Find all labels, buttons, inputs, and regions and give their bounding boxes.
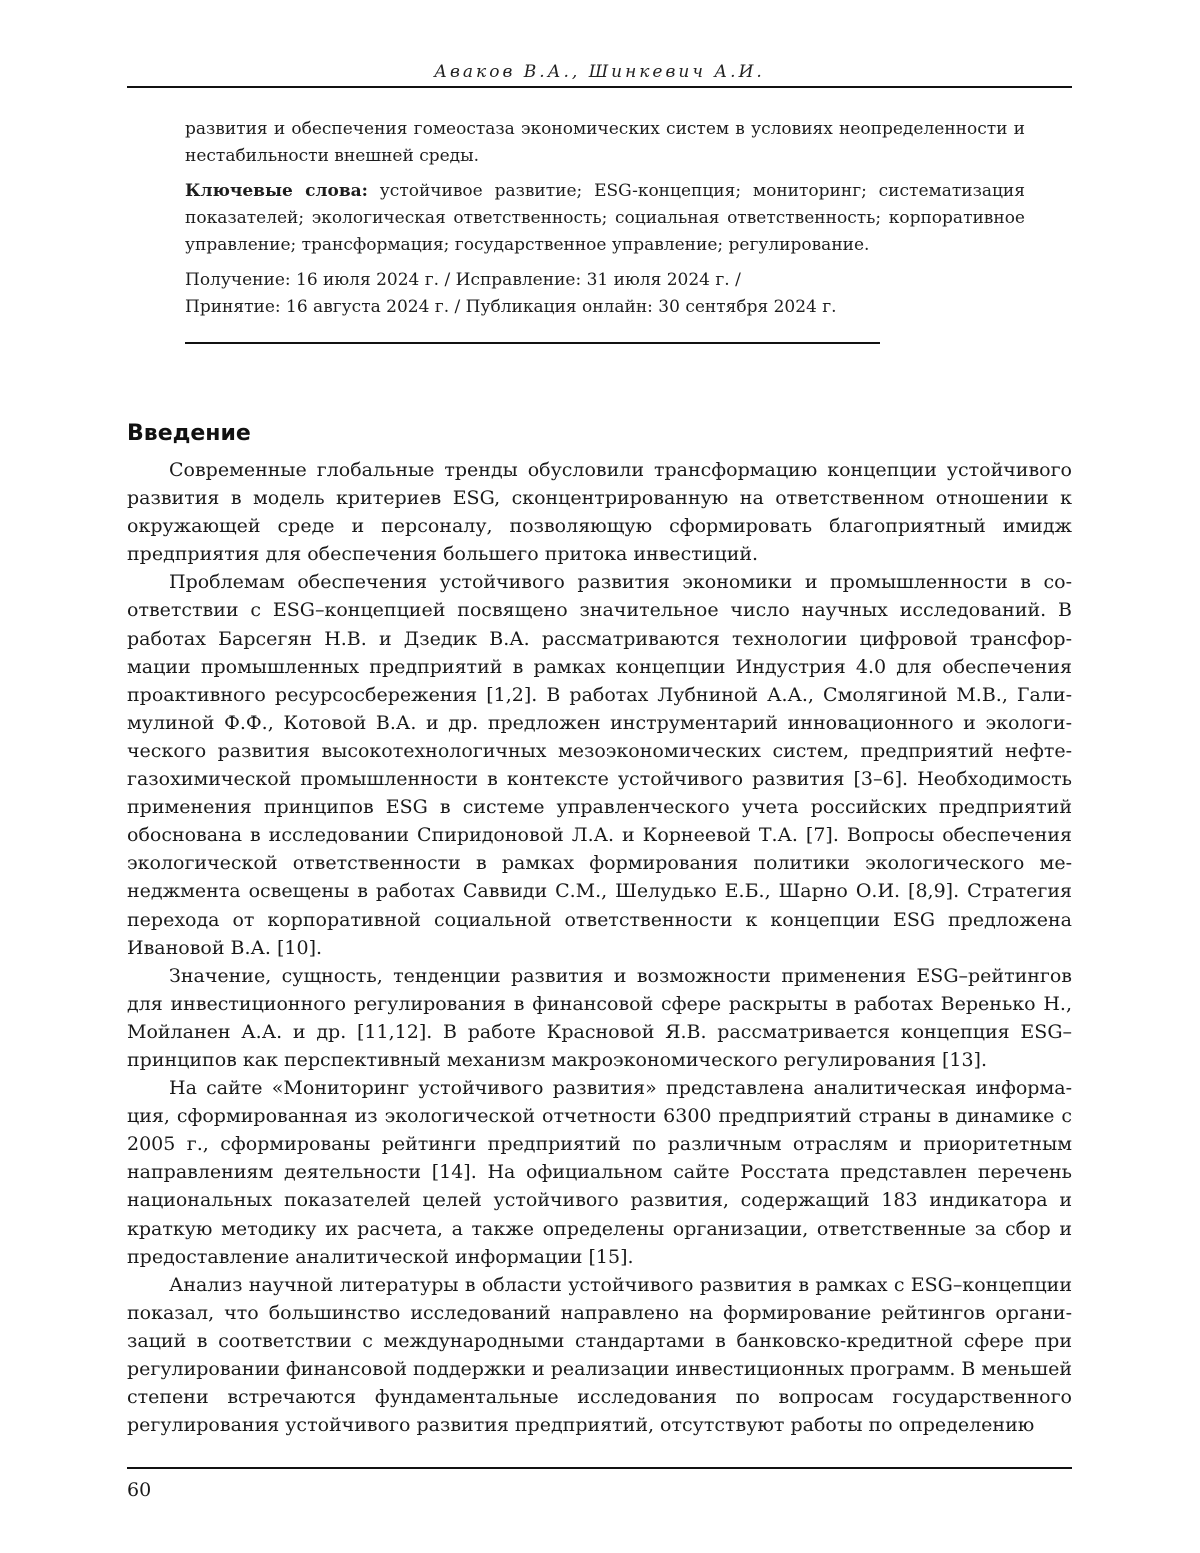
header-rule [127,86,1072,88]
running-header: Аваков В.А., Шинкевич А.И. [434,62,765,82]
dates-line-2: Принятие: 16 августа 2024 г. / Публикация онлайн: 30 сентября 2024 г. [185,297,837,317]
paragraph-2: Проблемам обеспечения устойчивого развития экономики и промышленности в соответствии с ESG–концепцией посвящено значительное число научных исследований. В работах Барсегян Н.В. и Дзедик В.А. рассматриваются технологии цифровой трансформации промышленных предприятий в рамках концепции Индустрия 4.0 для обеспечения проактивного ресурсосбережения [1,2]. В работах Лубниной А.А., Смолягиной М.В., Галимулиной Ф.Ф., Котовой В.А. и др. предложен инструментарий инновационного и экологического развития высокотехнологичных мезоэкономических систем, предприятий нефтегазохимической промышленности в контексте устойчивого развития [3–6]. Необходимость применения принципов ESG в системе управленческого учета российских предприятий обоснована в исследовании Спиридоновой Л.А. и Корнеевой Т.А. [7]. Вопросы обеспечения экологической ответственности в рамках формирования политики экологического менеджмента освещены в работах Саввиди С.М., Шелудько Е.Б., Шарно О.И. [8,9]. Стратегия перехода от корпоративной социальной ответственности к концепции ESG предложена Ивановой В.А. [10]. [127,571,1072,959]
paragraph-1: Современные глобальные тренды обусловили трансформацию концепции устойчивого развития в модель критериев ESG, сконцентрированную на ответственном отношении к окружающей среде и персоналу, позволяющую сформировать благоприятный имидж предприятия для обеспечения большего притока инвестиций. [127,459,1072,566]
keywords [185,178,1025,259]
article-dates [185,267,1025,321]
paragraph-3: Значение, сущность, тенденции развития и возможности применения ESG–рейтингов для инвестиционного регулирования в финансовой сфере раскрыты в работах Веренько Н., Мойланен А.А. и др. [11,12]. В работе Красновой Я.В. рассматривается концепция ESG–принципов как перспективный механизм макроэкономического регулирования [13]. [127,964,1072,1071]
footer-rule [127,1467,1072,1469]
keywords-label: Ключевые слова: [185,181,368,201]
paragraph-4: На сайте «Мониторинг устойчивого развития» представлена аналитическая информация, сформированная из экологической отчетности 6300 предприятий страны в динамике с 2005 г., сформированы рейтинги предприятий по различным отраслям и приоритетным направлениям деятельности [14]. На официальном сайте Росстата представлен перечень национальных показателей целей устойчивого развития, содержащий 183 индикатора и краткую методику их расчета, а также определены организации, ответственные за сбор и предоставление аналитической информации [15]. [127,1077,1072,1268]
abstract-rule [185,342,880,344]
abstract-block [185,116,1025,321]
section-body [127,456,1072,1439]
dates-line-1: Получение: 16 июля 2024 г. / Исправление: 31 июля 2024 г. / [185,270,741,290]
abstract-tail: развития и обеспечения гомеостаза экономических систем в условиях неопределенности и нестабильности внешней среды. [185,119,1025,166]
section-title: Введение [127,421,251,446]
keywords-text: устойчивое развитие; ESG-концепция; мониторинг; систематизация показателей; экологическая ответственность; социальная ответственность; корпоративное управление; трансформация; государственное управление; регулирование. [185,181,1025,255]
paragraph-5: Анализ научной литературы в области устойчивого развития в рамках с ESG–концепции показал, что большинство исследований направлено на формирование рейтингов организаций в соответствии с международными стандартами в банковско-кредитной сфере при регулировании финансовой поддержки и реализации инвестиционных программ. В меньшей степени встречаются фундаментальные исследования по вопросам государственного регулирования устойчивого развития предприятий, отсутствуют работы по определению [127,1273,1073,1437]
page-number: 60 [127,1479,152,1501]
